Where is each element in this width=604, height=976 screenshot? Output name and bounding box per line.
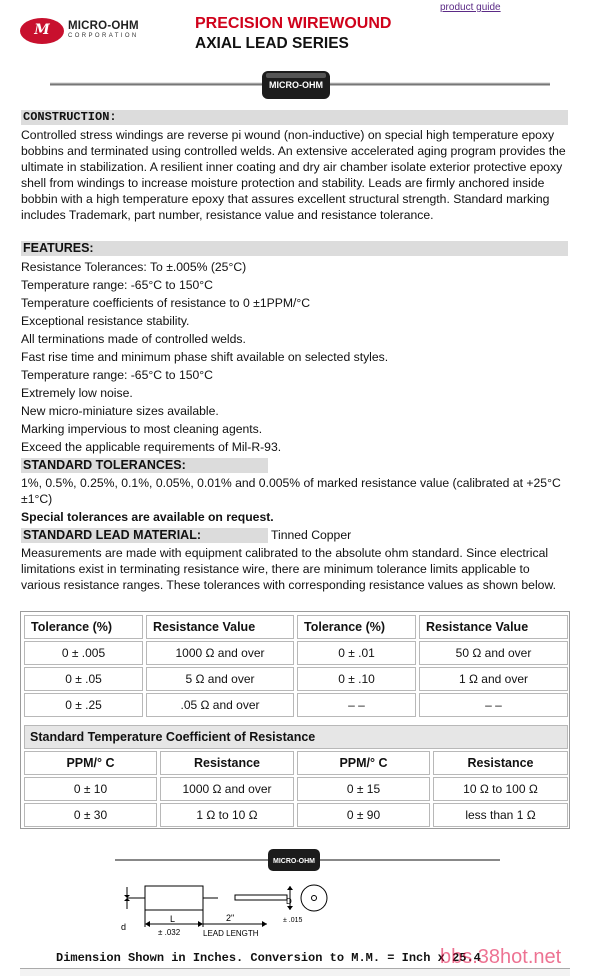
table-cell: 0 ± 90	[297, 803, 430, 827]
diagram-resistor-marking: MICRO-OHM	[273, 858, 315, 865]
feature-item: All terminations made of controlled welds.	[21, 332, 246, 346]
table-cell: 0 ± .01	[297, 641, 416, 665]
table-cell: – –	[297, 693, 416, 717]
lead-material-heading: STANDARD LEAD MATERIAL:	[21, 528, 268, 543]
table-cell: less than 1 Ω	[433, 803, 568, 827]
lead-material-value: Tinned Copper	[271, 528, 352, 542]
label-body-diameter-tolerance: ± .015	[283, 917, 303, 924]
page-subtitle: AXIAL LEAD SERIES	[195, 35, 349, 52]
feature-item: Temperature range: -65°C to 150°C	[21, 368, 213, 382]
feature-item: New micro-miniature sizes available.	[21, 404, 219, 418]
feature-item: Temperature range: -65°C to 150°C	[21, 278, 213, 292]
tolerances-special-note: Special tolerances are available on request.	[21, 510, 274, 524]
feature-item: Marking impervious to most cleaning agents.	[21, 422, 263, 436]
feature-item: Extremely low noise.	[21, 386, 133, 400]
construction-text: Controlled stress windings are reverse pi wound (non-inductive) on special high temperature epoxy bobbins and terminated using controlled welds. An extensive accelerated aging program provides the ultimate in stabilization. A resilient inner coating and dry air chamber isolate exterior protective epoxy shell from windings to increase moisture protection and stability. Leads are firmly anchored inside bobbin with a high temperature epoxy that assures excellent structural strength. Standard marking includes Trademark, part number, resistance value and resistance tolerance.	[21, 128, 566, 222]
logo-mark: M	[20, 18, 64, 44]
tolerance-tables	[20, 611, 570, 829]
table-cell: 0 ± 15	[297, 777, 430, 801]
table-header: Resistance Value	[419, 615, 568, 639]
dimension-note: Dimension Shown in Inches. Conversion to M.M. = Inch x 25.4	[56, 951, 481, 965]
table-header: Tolerance (%)	[297, 615, 416, 639]
table-header: Resistance	[160, 751, 294, 775]
lead-material-row	[21, 528, 568, 543]
table-cell: 0 ± .05	[24, 667, 143, 691]
features-heading: FEATURES:	[21, 241, 568, 256]
resistor-marking: MICRO-OHM	[269, 80, 323, 90]
table-cell: 1000 Ω and over	[146, 641, 294, 665]
table-cell: 0 ± .10	[297, 667, 416, 691]
measurements-text: Measurements are made with equipment calibrated to the absolute ohm standard. Since electrical limitations exist in terminating resistance wire, there are minimum tolerance limits applicable to various resistance ranges. These tolerances with corresponding resistance values as shown below.	[21, 546, 556, 592]
table-cell: 50 Ω and over	[419, 641, 568, 665]
table-header: Tolerance (%)	[24, 615, 143, 639]
table-header: PPM/° C	[297, 751, 430, 775]
table-cell: – –	[419, 693, 568, 717]
table-cell: 0 ± 30	[24, 803, 157, 827]
table-cell: 1 Ω to 10 Ω	[160, 803, 294, 827]
tolerances-text: 1%, 0.5%, 0.25%, 0.1%, 0.05%, 0.01% and 0.005% of marked resistance value (calibrated at +25°C ±1°C)	[21, 476, 561, 506]
table-cell: 5 Ω and over	[146, 667, 294, 691]
tc-table-title: Standard Temperature Coefficient of Resistance	[24, 725, 568, 749]
feature-item: Resistance Tolerances: To ±.005% (25°C)	[21, 260, 247, 274]
logo-name: MICRO-OHM	[68, 20, 139, 32]
feature-item: Exceptional resistance stability.	[21, 314, 190, 328]
resistor-image	[50, 68, 550, 102]
bottom-table-edge	[20, 968, 570, 976]
label-lead-length: LEAD LENGTH	[203, 929, 259, 938]
tolerances-heading: STANDARD TOLERANCES:	[21, 458, 268, 473]
label-lead-diameter: d	[121, 922, 127, 932]
table-cell: 1000 Ω and over	[160, 777, 294, 801]
watermark: bbs.38hot.net	[440, 946, 562, 968]
table-header: Resistance	[433, 751, 568, 775]
page-title: PRECISION WIREWOUND	[195, 15, 392, 32]
feature-item: Fast rise time and minimum phase shift available on selected styles.	[21, 350, 389, 364]
feature-item: Exceed the applicable requirements of Mil-R-93.	[21, 440, 282, 454]
table-cell: 0 ± .25	[24, 693, 143, 717]
dimension-diagram	[20, 843, 580, 945]
label-body-diameter: D	[286, 897, 292, 906]
logo-corporation: CORPORATION	[68, 33, 139, 39]
construction-heading: CONSTRUCTION:	[21, 110, 568, 125]
label-length: L	[170, 914, 176, 924]
table-cell: 1 Ω and over	[419, 667, 568, 691]
label-lead-length-value: 2"	[226, 913, 235, 923]
label-length-tolerance: ± .032	[158, 928, 181, 937]
company-logo	[20, 17, 160, 45]
table-cell: .05 Ω and over	[146, 693, 294, 717]
table-cell: 0 ± 10	[24, 777, 157, 801]
table-cell: 10 Ω to 100 Ω	[433, 777, 568, 801]
table-header: Resistance Value	[146, 615, 294, 639]
table-cell: 0 ± .005	[24, 641, 143, 665]
product-guide-link[interactable]: product guide	[440, 2, 501, 13]
table-header: PPM/° C	[24, 751, 157, 775]
feature-item: Temperature coefficients of resistance to 0 ±1PPM/°C	[21, 296, 311, 310]
